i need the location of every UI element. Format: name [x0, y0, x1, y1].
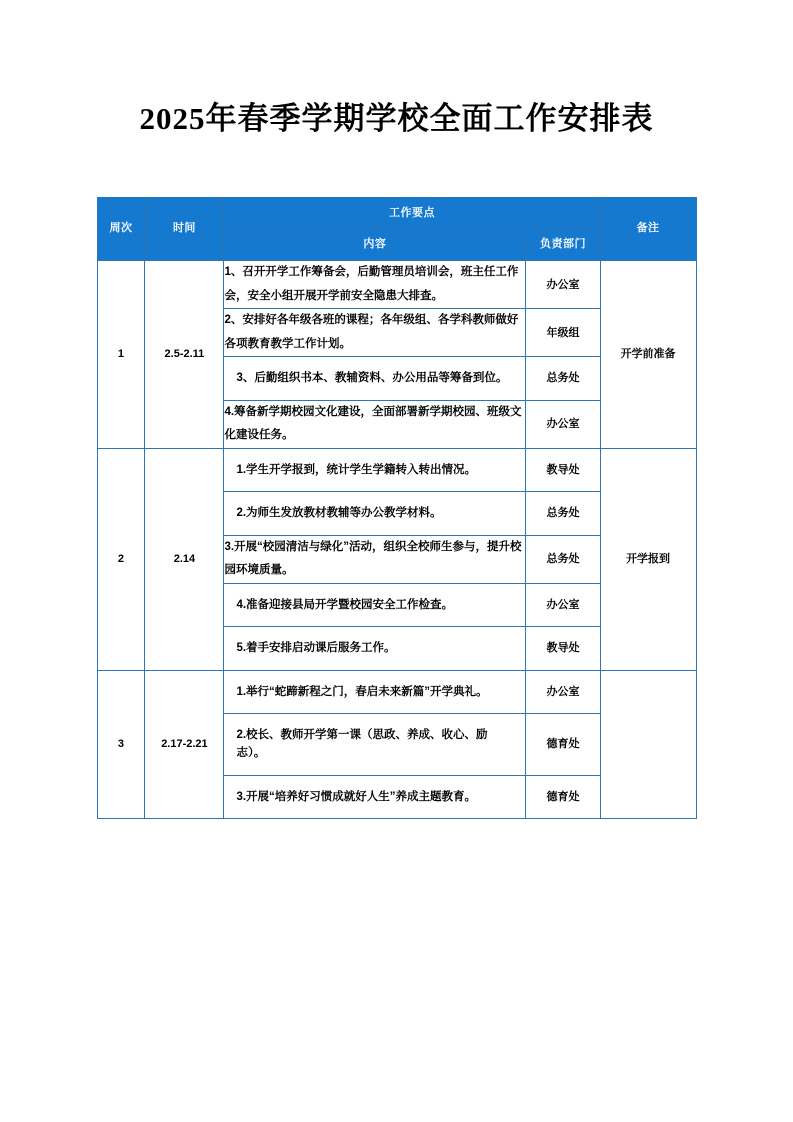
cell-department: 办公室 — [526, 400, 600, 448]
cell-time: 2.5-2.11 — [145, 261, 224, 449]
cell-department: 办公室 — [526, 670, 600, 713]
cell-remark: 开学报到 — [600, 448, 696, 670]
cell-content: 3.开展“校园清洁与绿化”活动，组织全校师生参与，提升校园环境质量。 — [224, 535, 526, 583]
schedule-table-wrap — [97, 197, 697, 819]
cell-content: 4.筹备新学期校园文化建设，全面部署新学期校园、班级文化建设任务。 — [224, 400, 526, 448]
cell-department: 办公室 — [526, 583, 600, 626]
table-head — [97, 198, 696, 261]
table-body — [97, 261, 696, 819]
cell-time: 2.17-2.21 — [145, 670, 224, 819]
cell-content: 2.为师生发放教材教辅等办公教学材料。 — [224, 492, 526, 535]
cell-department: 教导处 — [526, 448, 600, 491]
header-time: 时间 — [145, 198, 224, 261]
cell-remark: 开学前准备 — [600, 261, 696, 449]
cell-remark — [600, 670, 696, 819]
header-remark: 备注 — [600, 198, 696, 261]
header-content: 内容 — [224, 229, 526, 261]
cell-content: 3.开展“培养好习惯成就好人生”养成主题教育。 — [224, 775, 526, 818]
header-work-points: 工作要点 — [224, 198, 600, 230]
cell-content: 2.校长、教师开学第一课（思政、养成、收心、励志）。 — [224, 714, 526, 776]
table-row — [97, 448, 696, 491]
cell-content: 3、后勤组织书本、教辅资料、办公用品等筹备到位。 — [224, 357, 526, 400]
cell-department: 德育处 — [526, 775, 600, 818]
cell-content: 4.准备迎接县局开学暨校园安全工作检查。 — [224, 583, 526, 626]
cell-week: 2 — [97, 448, 145, 670]
cell-content: 1、召开开学工作筹备会，后勤管理员培训会，班主任工作会，安全小组开展开学前安全隐患大排查。 — [224, 261, 526, 309]
cell-content: 1.举行“蛇蹄新程之门，春启未来新篇”开学典礼。 — [224, 670, 526, 713]
cell-content: 2、安排好各年级各班的课程；各年级组、各学科教师做好各项教育教学工作计划。 — [224, 309, 526, 357]
cell-department: 教导处 — [526, 627, 600, 670]
cell-department: 办公室 — [526, 261, 600, 309]
cell-department: 总务处 — [526, 492, 600, 535]
cell-department: 年级组 — [526, 309, 600, 357]
cell-time: 2.14 — [145, 448, 224, 670]
table-row — [97, 670, 696, 713]
header-department: 负责部门 — [526, 229, 600, 261]
table-header-row-1 — [97, 198, 696, 230]
cell-content: 5.着手安排启动课后服务工作。 — [224, 627, 526, 670]
header-week: 周次 — [97, 198, 145, 261]
cell-content: 1.学生开学报到，统计学生学籍转入转出情况。 — [224, 448, 526, 491]
table-row — [97, 261, 696, 309]
schedule-table — [97, 197, 697, 819]
cell-department: 总务处 — [526, 357, 600, 400]
cell-department: 总务处 — [526, 535, 600, 583]
cell-week: 1 — [97, 261, 145, 449]
cell-department: 德育处 — [526, 714, 600, 776]
page-title: 2025年春季学期学校全面工作安排表 — [139, 101, 654, 136]
cell-week: 3 — [97, 670, 145, 819]
